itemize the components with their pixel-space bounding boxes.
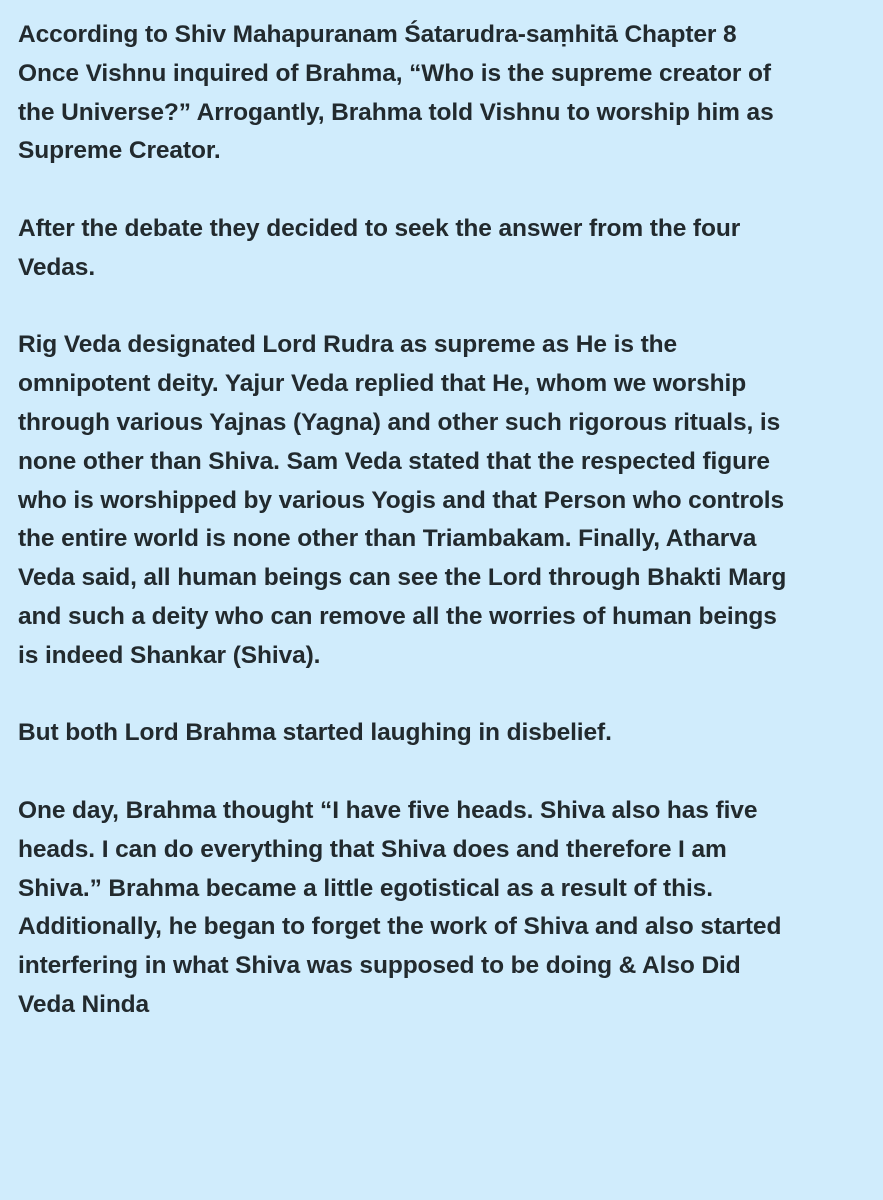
paragraph-laughing [18,714,869,753]
text-line: One day, Brahma thought “I have five heads. Shiva also has five [18,796,758,824]
text-line: According to Shiv Mahapuranam Śatarudra-saṃhitā Chapter 8 [18,21,737,48]
text-line: Veda Ninda [18,990,150,1018]
text-line: is indeed Shankar (Shiva). [18,641,321,669]
text-line: through various Yajnas (Yagna) and other such rigorous rituals, is [18,408,781,436]
text-line: and such a deity who can remove all the worries of human beings [18,602,777,630]
text-line: Supreme Creator. [18,137,221,165]
text-line: Veda said, all human beings can see the Lord through Bhakti Marg [18,564,787,592]
text-line: Rig Veda designated Lord Rudra as supreme as He is the [18,331,678,359]
text-line: Once Vishnu inquired of Brahma, “Who is the supreme creator of [18,59,771,87]
paragraph-intro [18,16,869,171]
paragraph-vedas [18,326,869,675]
text-line: interfering in what Shiva was supposed to be doing & Also Did [18,952,741,980]
text-line: omnipotent deity. Yajur Veda replied that He, whom we worship [18,370,747,398]
paragraph-debate [18,210,869,288]
text-line: Shiva.” Brahma became a little egotistical as a result of this. [18,874,713,902]
text-line: Additionally, he began to forget the work of Shiva and also started [18,913,782,941]
text-line: the Universe?” Arrogantly, Brahma told Vishnu to worship him as [18,98,774,126]
paragraph-five-heads [18,792,869,1025]
text-line: Vedas. [18,253,96,281]
text-line: who is worshipped by various Yogis and that Person who controls [18,486,785,514]
text-line: the entire world is none other than Triambakam. Finally, Atharva [18,525,757,553]
text-line: none other than Shiva. Sam Veda stated that the respected figure [18,447,770,475]
text-line: But both Lord Brahma started laughing in disbelief. [18,719,612,747]
text-line: heads. I can do everything that Shiva does and therefore I am [18,835,727,863]
text-line: After the debate they decided to seek the answer from the four [18,214,741,242]
